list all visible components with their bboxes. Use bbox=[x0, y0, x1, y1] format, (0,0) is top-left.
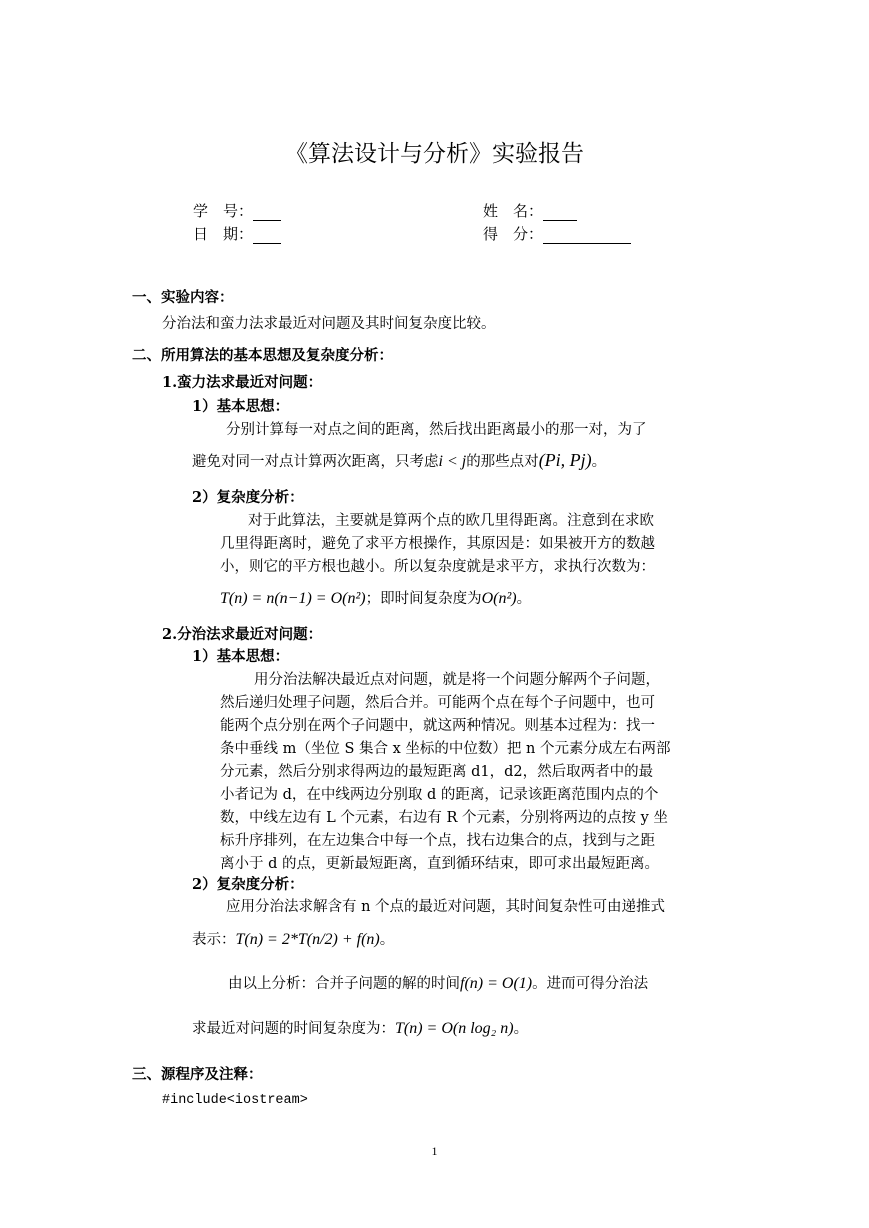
code-line: #include<iostream> bbox=[162, 1093, 308, 1108]
date-field bbox=[193, 224, 281, 244]
score-field bbox=[483, 224, 631, 244]
divide-complexity-line4 bbox=[192, 1019, 528, 1039]
divide-idea-line: 离小于 d 的点，更新最短距离，直到循环结束，即可求出最短距离。 bbox=[220, 856, 659, 872]
divide-complexity-text-e: 求最近对问题的时间复杂度为： bbox=[192, 1021, 395, 1037]
divide-idea-line: 能两个点分别在两个子问题中，就这两种情况。则基本过程为：找一 bbox=[220, 718, 655, 734]
brute-idea-line2 bbox=[192, 450, 606, 472]
divide-complexity-text-c: 由以上分析：合并子问题的解的时间 bbox=[228, 976, 460, 992]
divide-complexity-text-a: 表示： bbox=[192, 932, 236, 948]
brute-idea-text-b: 的那些点对 bbox=[466, 454, 539, 470]
divide-complexity-line1: 应用分治法求解含有 n 个点的最近对问题，其时间复杂性可由递推式 bbox=[226, 899, 666, 915]
divide-complexity-line2 bbox=[192, 930, 394, 950]
date-label: 日 期： bbox=[193, 225, 254, 243]
brute-force-heading: 1.蛮力法求最近对问题： bbox=[162, 374, 323, 391]
brute-idea-math-i-j: i < j bbox=[438, 453, 467, 470]
divide-idea-line: 然后递归处理子问题，然后合并。可能两个点在每个子问题中，也可 bbox=[220, 695, 655, 711]
section1-content: 分治法和蛮力法求最近对问题及其时间复杂度比较。 bbox=[162, 316, 496, 332]
student-id-field bbox=[193, 201, 281, 221]
score-blank bbox=[543, 226, 631, 244]
divide-complexity-heading: 2）复杂度分析： bbox=[192, 876, 304, 893]
brute-formula-2: O(n²) bbox=[481, 590, 517, 607]
brute-complexity-heading: 2）复杂度分析： bbox=[192, 489, 304, 506]
name-label: 姓 名： bbox=[483, 202, 544, 220]
brute-complexity-line4 bbox=[220, 589, 531, 609]
section2-heading: 二、所用算法的基本思想及复杂度分析： bbox=[132, 347, 393, 364]
name-blank bbox=[543, 203, 577, 221]
divide-complexity-text-b: 。 bbox=[379, 932, 395, 948]
divide-conquer-heading: 2.分治法求最近对问题： bbox=[162, 626, 323, 643]
score-label: 得 分： bbox=[483, 225, 544, 243]
brute-complexity-text-b: 。 bbox=[516, 591, 532, 607]
divide-idea-line: 条中垂线 m（坐位 S 集合 x 坐标的中位数）把 n 个元素分成左右两部 bbox=[220, 741, 671, 757]
brute-idea-text-c: 。 bbox=[591, 454, 607, 470]
divide-idea-line: 用分治法解决最近点对问题，就是将一个问题分解两个子问题， bbox=[254, 672, 660, 688]
brute-complexity-line1: 对于此算法，主要就是算两个点的欧几里得距离。注意到在求欧 bbox=[248, 513, 654, 529]
brute-idea-math-pair: (Pi, Pj) bbox=[538, 450, 592, 470]
merge-time-formula: f(n) = O(1) bbox=[460, 975, 533, 992]
brute-complexity-line2: 几里得距离时，避免了求平方根操作，其原因是：如果被开方的数越 bbox=[220, 536, 655, 552]
page-number: 1 bbox=[431, 1144, 438, 1158]
divide-idea-line: 分元素，然后分别求得两边的最短距离 d1，d2，然后取两者中的最 bbox=[220, 764, 654, 780]
divide-idea-line: 数，中线左边有 L 个元素，右边有 R 个元素，分别将两边的点按 y 坐 bbox=[220, 810, 668, 826]
divide-idea-line: 小者记为 d，在中线两边分别取 d 的距离，记录该距离范围内点的个 bbox=[220, 787, 659, 803]
brute-complexity-text-a: ；即时间复杂度为 bbox=[365, 591, 482, 607]
divide-complexity-text-d: 。进而可得分治法 bbox=[532, 976, 649, 992]
section3-heading: 三、源程序及注释： bbox=[132, 1066, 263, 1083]
divide-complexity-line3 bbox=[228, 974, 648, 994]
section1-heading: 一、实验内容： bbox=[132, 289, 234, 306]
divide-complexity-text-f: 。 bbox=[513, 1021, 529, 1037]
final-complexity-formula: T(n) = O(n log₂ n) bbox=[395, 1020, 514, 1037]
brute-idea-line1: 分别计算每一对点之间的距离，然后找出距离最小的那一对，为了 bbox=[226, 422, 647, 438]
student-id-label: 学 号： bbox=[193, 202, 254, 220]
student-id-blank bbox=[253, 203, 281, 221]
brute-idea-text-a: 避免对同一对点计算两次距离，只考虑 bbox=[192, 454, 439, 470]
date-blank bbox=[253, 226, 281, 244]
brute-complexity-line3: 小，则它的平方根也越小。所以复杂度就是求平方，求执行次数为： bbox=[220, 559, 655, 575]
name-field bbox=[483, 201, 577, 221]
brute-idea-heading: 1）基本思想： bbox=[192, 398, 290, 415]
divide-idea-heading: 1）基本思想： bbox=[192, 648, 290, 665]
brute-formula: T(n) = n(n−1) = O(n²) bbox=[220, 590, 366, 607]
recurrence-formula: T(n) = 2*T(n/2) + f(n) bbox=[235, 931, 380, 948]
divide-idea-line: 标升序排列，在左边集合中每一个点，找右边集合的点，找到与之距 bbox=[220, 833, 655, 849]
report-title: 《算法设计与分析》实验报告 bbox=[285, 141, 584, 167]
